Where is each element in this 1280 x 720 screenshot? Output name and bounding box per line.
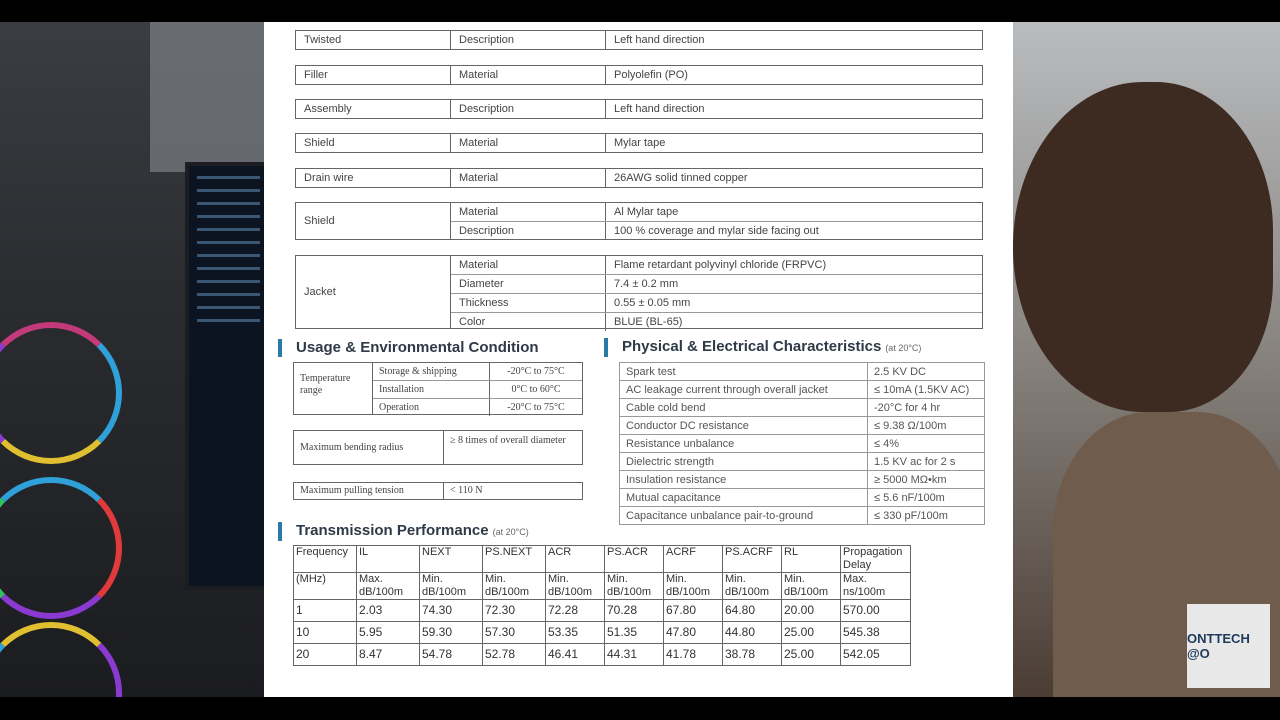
spec-component: Twisted [296, 31, 451, 49]
table-cell: 44.80 [723, 622, 782, 644]
table-row [620, 399, 985, 417]
property-value: ≤ 4% [868, 435, 985, 453]
transmission-heading [278, 522, 529, 541]
column-header: ACRF [664, 546, 723, 573]
column-header: NEXT [420, 546, 483, 573]
column-header: PS.ACR [605, 546, 664, 573]
spec-row [295, 133, 983, 153]
spec-value: Left hand direction [614, 34, 705, 46]
physical-note: (at 20°C) [885, 343, 922, 353]
spec-attribute: Material [451, 203, 606, 221]
table-row [620, 417, 985, 435]
table-row [620, 507, 985, 525]
table-row [620, 471, 985, 489]
spec-value: BLUE (BL-65) [614, 316, 683, 328]
property-label: AC leakage current through overall jacket [620, 381, 868, 399]
property-value: -20°C for 4 hr [868, 399, 985, 417]
background-left-photo [0, 22, 264, 697]
spec-component: Filler [296, 66, 451, 84]
jacket-spec-group [295, 255, 983, 329]
temperature-value: -20°C to 75°C [507, 366, 565, 377]
transmission-table [293, 545, 911, 666]
property-value: ≤ 330 pF/100m [868, 507, 985, 525]
table-cell: 59.30 [420, 622, 483, 644]
table-row [620, 489, 985, 507]
property-label: Spark test [620, 363, 868, 381]
physical-electrical-table [619, 362, 985, 525]
property-label: Cable cold bend [620, 399, 868, 417]
spec-attribute: Material [451, 256, 606, 274]
column-header: PS.NEXT [483, 546, 546, 573]
column-unit: Min. dB/100m [546, 573, 605, 600]
property-label: Conductor DC resistance [620, 417, 868, 435]
pulling-tension-box [293, 482, 583, 500]
logo-text: ONTTECH @O [1187, 631, 1250, 661]
table-cell: 44.31 [605, 644, 664, 666]
table-cell: 8.47 [357, 644, 420, 666]
spec-value: 7.4 ± 0.2 mm [614, 278, 679, 290]
spec-attribute: Thickness [451, 294, 606, 312]
spec-row [295, 65, 983, 85]
group-component: Shield [296, 203, 451, 239]
table-row [620, 363, 985, 381]
transmission-heading-text: Transmission Performance [296, 522, 489, 539]
property-value: ≤ 9.38 Ω/100m [868, 417, 985, 435]
property-label: Insulation resistance [620, 471, 868, 489]
table-cell: 41.78 [664, 644, 723, 666]
spec-component: Assembly [296, 100, 451, 118]
table-row [620, 381, 985, 399]
channel-logo [1187, 604, 1270, 688]
table-cell: 5.95 [357, 622, 420, 644]
table-cell: 542.05 [841, 644, 911, 666]
table-cell: 53.35 [546, 622, 605, 644]
table-cell: 72.28 [546, 600, 605, 622]
table-cell: 545.38 [841, 622, 911, 644]
column-header: Propagation Delay [841, 546, 911, 573]
physical-heading [604, 338, 921, 357]
rgb-fan-ring [0, 322, 122, 464]
table-cell: 570.00 [841, 600, 911, 622]
table-cell: 57.30 [483, 622, 546, 644]
spec-attribute: Material [451, 134, 606, 152]
property-label: Resistance unbalance [620, 435, 868, 453]
column-unit: Max. dB/100m [357, 573, 420, 600]
temperature-label: Temperature range [294, 363, 373, 414]
spec-value: 0.55 ± 0.05 mm [614, 297, 691, 309]
column-unit: Min. dB/100m [605, 573, 664, 600]
spec-attribute: Description [451, 100, 606, 118]
rgb-fan-ring [0, 477, 122, 619]
table-cell: 70.28 [605, 600, 664, 622]
property-label: Dielectric strength [620, 453, 868, 471]
table-row [294, 644, 911, 666]
background-window [150, 22, 264, 172]
column-header: Frequency [294, 546, 357, 573]
temperature-range-box [293, 362, 583, 415]
usage-heading-text: Usage & Environmental Condition [296, 339, 539, 356]
rgb-fan-ring [0, 622, 122, 697]
table-units-row [294, 573, 911, 600]
column-header: IL [357, 546, 420, 573]
temperature-condition: Installation [373, 381, 490, 398]
spec-attribute: Material [451, 169, 606, 187]
table-cell: 20 [294, 644, 357, 666]
spec-row [295, 99, 983, 119]
table-cell: 1 [294, 600, 357, 622]
column-header: PS.ACRF [723, 546, 782, 573]
column-unit: Min. dB/100m [483, 573, 546, 600]
spec-row [295, 168, 983, 188]
property-label: Mutual capacitance [620, 489, 868, 507]
table-cell: 25.00 [782, 644, 841, 666]
spec-row [295, 30, 983, 50]
letterbox-top [0, 0, 1280, 22]
pulling-value: < 110 N [450, 485, 483, 496]
table-cell: 67.80 [664, 600, 723, 622]
datasheet-document [264, 22, 1013, 697]
temperature-value: 0°C to 60°C [511, 384, 561, 395]
table-cell: 10 [294, 622, 357, 644]
property-value: ≤ 10mA (1.5KV AC) [868, 381, 985, 399]
table-cell: 54.78 [420, 644, 483, 666]
column-unit: Min. dB/100m [420, 573, 483, 600]
table-cell: 64.80 [723, 600, 782, 622]
background-right-photo [1013, 22, 1280, 697]
bending-radius-box [293, 430, 583, 465]
spec-value: 100 % coverage and mylar side facing out [614, 225, 819, 237]
column-unit: Min. dB/100m [664, 573, 723, 600]
person-head [1013, 82, 1273, 412]
column-header: RL [782, 546, 841, 573]
table-cell: 72.30 [483, 600, 546, 622]
property-label: Capacitance unbalance pair-to-ground [620, 507, 868, 525]
background-monitor [185, 162, 264, 590]
transmission-note: (at 20°C) [492, 527, 529, 537]
column-unit: Min. dB/100m [782, 573, 841, 600]
bending-label: Maximum bending radius [294, 431, 444, 464]
group-component: Jacket [296, 256, 451, 328]
column-unit: Max. ns/100m [841, 573, 911, 600]
table-row [620, 453, 985, 471]
table-cell: 47.80 [664, 622, 723, 644]
table-cell: 51.35 [605, 622, 664, 644]
column-unit: Min. dB/100m [723, 573, 782, 600]
table-cell: 20.00 [782, 600, 841, 622]
property-value: 2.5 KV DC [868, 363, 985, 381]
table-cell: 25.00 [782, 622, 841, 644]
temperature-value: -20°C to 75°C [507, 402, 565, 413]
spec-value: Al Mylar tape [614, 206, 679, 218]
table-cell: 2.03 [357, 600, 420, 622]
spec-component: Shield [296, 134, 451, 152]
table-row [620, 435, 985, 453]
table-header-row [294, 546, 911, 573]
spec-value: Left hand direction [614, 103, 705, 115]
spec-attribute: Description [451, 222, 606, 240]
physical-heading-text: Physical & Electrical Characteristics [622, 338, 882, 355]
column-unit: (MHz) [294, 573, 357, 600]
pulling-label: Maximum pulling tension [294, 483, 444, 499]
spec-value: Polyolefin (PO) [614, 69, 688, 81]
spec-attribute: Description [451, 31, 606, 49]
spec-component: Drain wire [296, 169, 451, 187]
table-row [294, 600, 911, 622]
spec-value: Mylar tape [614, 137, 666, 149]
shield-spec-group [295, 202, 983, 240]
temperature-condition: Operation [373, 399, 490, 416]
table-cell: 52.78 [483, 644, 546, 666]
table-cell: 46.41 [546, 644, 605, 666]
bending-value: ≥ 8 times of overall diameter [450, 435, 566, 446]
property-value: ≤ 5.6 nF/100m [868, 489, 985, 507]
spec-value: Flame retardant polyvinyl chloride (FRPVC) [614, 259, 827, 271]
table-row [294, 622, 911, 644]
property-value: 1.5 KV ac for 2 s [868, 453, 985, 471]
spec-value: 26AWG solid tinned copper [614, 172, 748, 184]
spec-attribute: Material [451, 66, 606, 84]
table-cell: 38.78 [723, 644, 782, 666]
column-header: ACR [546, 546, 605, 573]
spec-attribute: Diameter [451, 275, 606, 293]
property-value: ≥ 5000 MΩ•km [868, 471, 985, 489]
table-cell: 74.30 [420, 600, 483, 622]
letterbox-bottom [0, 697, 1280, 720]
temperature-condition: Storage & shipping [373, 363, 490, 380]
spec-attribute: Color [451, 313, 606, 331]
usage-heading [278, 339, 539, 357]
